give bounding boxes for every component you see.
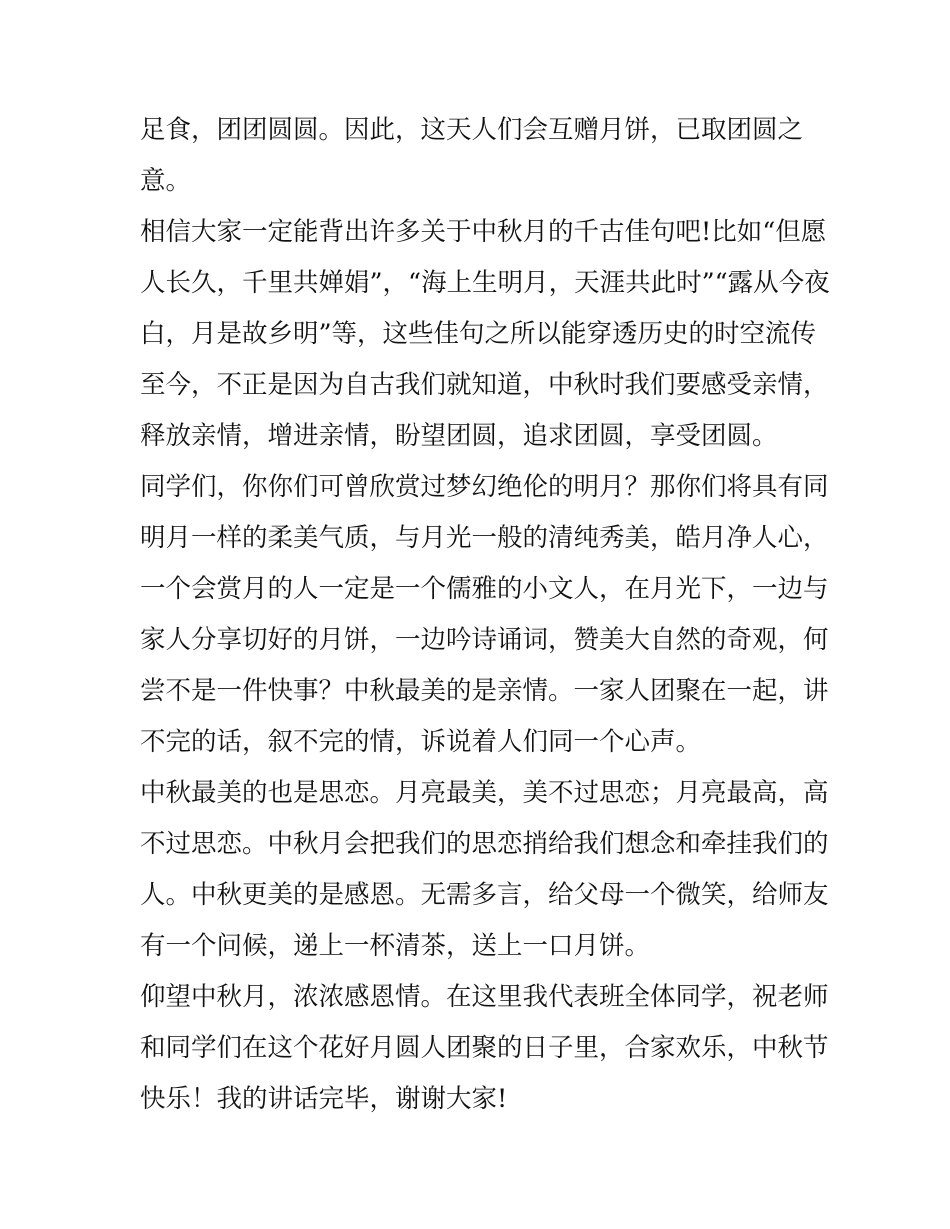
text-line: 意。 (140, 166, 192, 196)
text-line: 白，月是故乡明”等，这些佳句之所以能穿透历史的时空流传 (140, 319, 817, 349)
document-body (140, 105, 830, 1125)
text-line: 同学们，你你们可曾欣赏过梦幻绝伦的明月？那你们将具有同 (140, 472, 829, 502)
text-line: 不过思恋。中秋月会把我们的思恋捎给我们想念和牵挂我们的 (140, 829, 829, 859)
text-line: 一个会赏月的人一定是一个儒雅的小文人，在月光下，一边与 (140, 574, 829, 604)
text-line: 中秋最美的也是思恋。月亮最美，美不过思恋；月亮最高，高 (140, 778, 829, 808)
text-line: 相信大家一定能背出许多关于中秋月的千古佳句吧!比如“但愿 (140, 217, 827, 247)
text-line: 快乐！我的讲话完毕，谢谢大家! (140, 1084, 508, 1114)
text-line: 和同学们在这个花好月圆人团聚的日子里，合家欢乐，中秋节 (140, 1033, 829, 1063)
text-line: 尝不是一件快事？中秋最美的是亲情。一家人团聚在一起，讲 (140, 676, 829, 706)
text-line: 人。中秋更美的是感恩。无需多言，给父母一个微笑，给师友 (140, 880, 829, 910)
text-line: 不完的话，叙不完的情，诉说着人们同一个心声。 (140, 727, 702, 757)
text-line: 仰望中秋月，浓浓感恩情。在这里我代表班全体同学，祝老师 (140, 982, 829, 1012)
text-line: 人长久，千里共婵娟”，“海上生明月，天涯共此时”“露从今夜 (140, 268, 830, 298)
text-line: 至今，不正是因为自古我们就知道，中秋时我们要感受亲情， (140, 370, 829, 400)
text-line: 足食，团团圆圆。因此，这天人们会互赠月饼，已取团圆之 (140, 115, 804, 145)
text-line: 家人分享切好的月饼，一边吟诗诵词，赞美大自然的奇观，何 (140, 625, 829, 655)
text-line: 明月一样的柔美气质，与月光一般的清纯秀美，皓月净人心， (140, 523, 829, 553)
text-line: 释放亲情，增进亲情，盼望团圆，追求团圆，享受团圆。 (140, 421, 778, 451)
text-line: 有一个问候，递上一杯清茶，送上一口月饼。 (140, 931, 651, 961)
